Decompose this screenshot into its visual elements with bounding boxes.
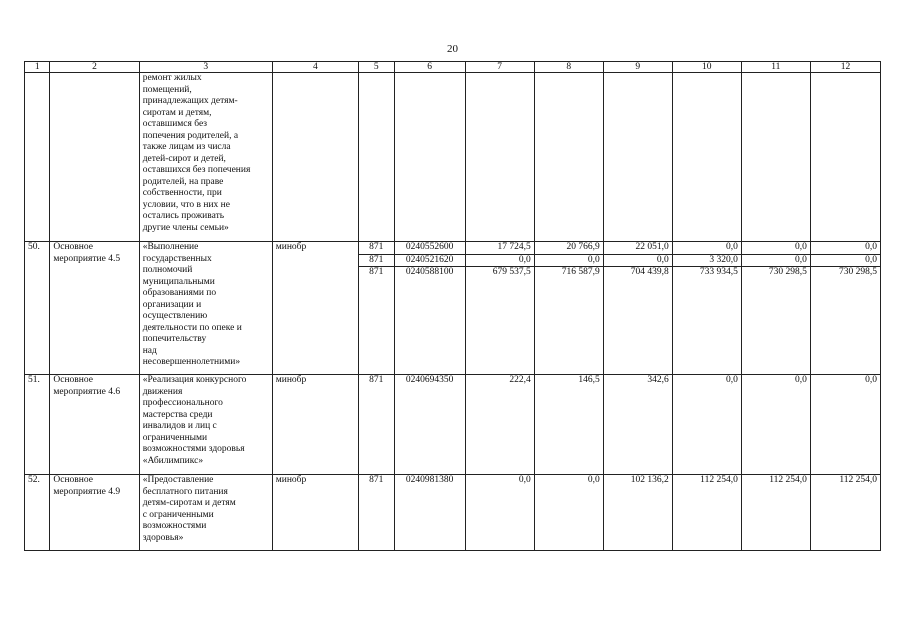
header-cell: 6 [394, 62, 465, 73]
col-5: 871 [359, 375, 395, 475]
table-row [25, 242, 881, 375]
executor: минобр [272, 242, 358, 375]
event-type: Основное мероприятие 4.5 [50, 242, 139, 375]
header-cell: 3 [139, 62, 272, 73]
col-7: 17 724,5 0,0 679 537,5 [465, 242, 534, 375]
event-description: «Выполнение государственных полномочий муниципальными образованиями по организации и осуществлению деятельности по опеке и попечительству над несовершеннолетними» [139, 242, 272, 375]
col-11: 0,0 0,0 730 298,5 [741, 242, 810, 375]
col-7: 0,0 [465, 475, 534, 551]
col-10: 0,0 [672, 375, 741, 475]
col-9: 342,6 [603, 375, 672, 475]
col-9: 22 051,0 0,0 704 439,8 [603, 242, 672, 375]
budget-table [24, 61, 881, 551]
col-8: 20 766,9 0,0 716 587,9 [534, 242, 603, 375]
col-5: 871 871 871 [359, 242, 395, 375]
continuation-description: ремонт жилых помещений, принадлежащих детям- сиротам и детям, оставшимся без попечения родителей, а также лицам из числа детей-сирот и детей, оставшихся без попечения родителей, на праве собственности, при условии, что в них не остались проживать другие члены семьи» [139, 73, 272, 242]
col-8: 146,5 [534, 375, 603, 475]
col-9: 102 136,2 [603, 475, 672, 551]
continuation-row [25, 73, 881, 242]
col-10: 112 254,0 [672, 475, 741, 551]
col-5: 871 [359, 475, 395, 551]
row-number: 50. [25, 242, 50, 375]
col-12: 0,0 [810, 375, 880, 475]
row-number: 51. [25, 375, 50, 475]
col-11: 112 254,0 [741, 475, 810, 551]
header-cell: 4 [272, 62, 358, 73]
executor: минобр [272, 375, 358, 475]
col-7: 222,4 [465, 375, 534, 475]
header-cell: 7 [465, 62, 534, 73]
header-row [25, 62, 881, 73]
header-cell: 2 [50, 62, 139, 73]
event-description: «Реализация конкурсного движения профессионального мастерства среди инвалидов и лиц с ограниченными возможностями здоровья «Абилимпикс» [139, 375, 272, 475]
header-cell: 8 [534, 62, 603, 73]
header-cell: 5 [359, 62, 395, 73]
col-10: 0,0 3 320,0 733 934,5 [672, 242, 741, 375]
col-12: 112 254,0 [810, 475, 880, 551]
col-8: 0,0 [534, 475, 603, 551]
executor: минобр [272, 475, 358, 551]
event-type: Основное мероприятие 4.9 [50, 475, 139, 551]
header-cell: 12 [810, 62, 880, 73]
page-number: 20 [447, 43, 458, 55]
table-row [25, 375, 881, 475]
col-6: 0240552600 0240521620 0240588100 [394, 242, 465, 375]
col-12: 0,0 0,0 730 298,5 [810, 242, 880, 375]
header-cell: 9 [603, 62, 672, 73]
col-6: 0240694350 [394, 375, 465, 475]
event-description: «Предоставление бесплатного питания детям-сиротам и детям с ограниченными возможностями здоровья» [139, 475, 272, 551]
col-11: 0,0 [741, 375, 810, 475]
event-type: Основное мероприятие 4.6 [50, 375, 139, 475]
col-6: 0240981380 [394, 475, 465, 551]
row-number: 52. [25, 475, 50, 551]
header-cell: 11 [741, 62, 810, 73]
header-cell: 10 [672, 62, 741, 73]
header-cell: 1 [25, 62, 50, 73]
table-row [25, 475, 881, 551]
